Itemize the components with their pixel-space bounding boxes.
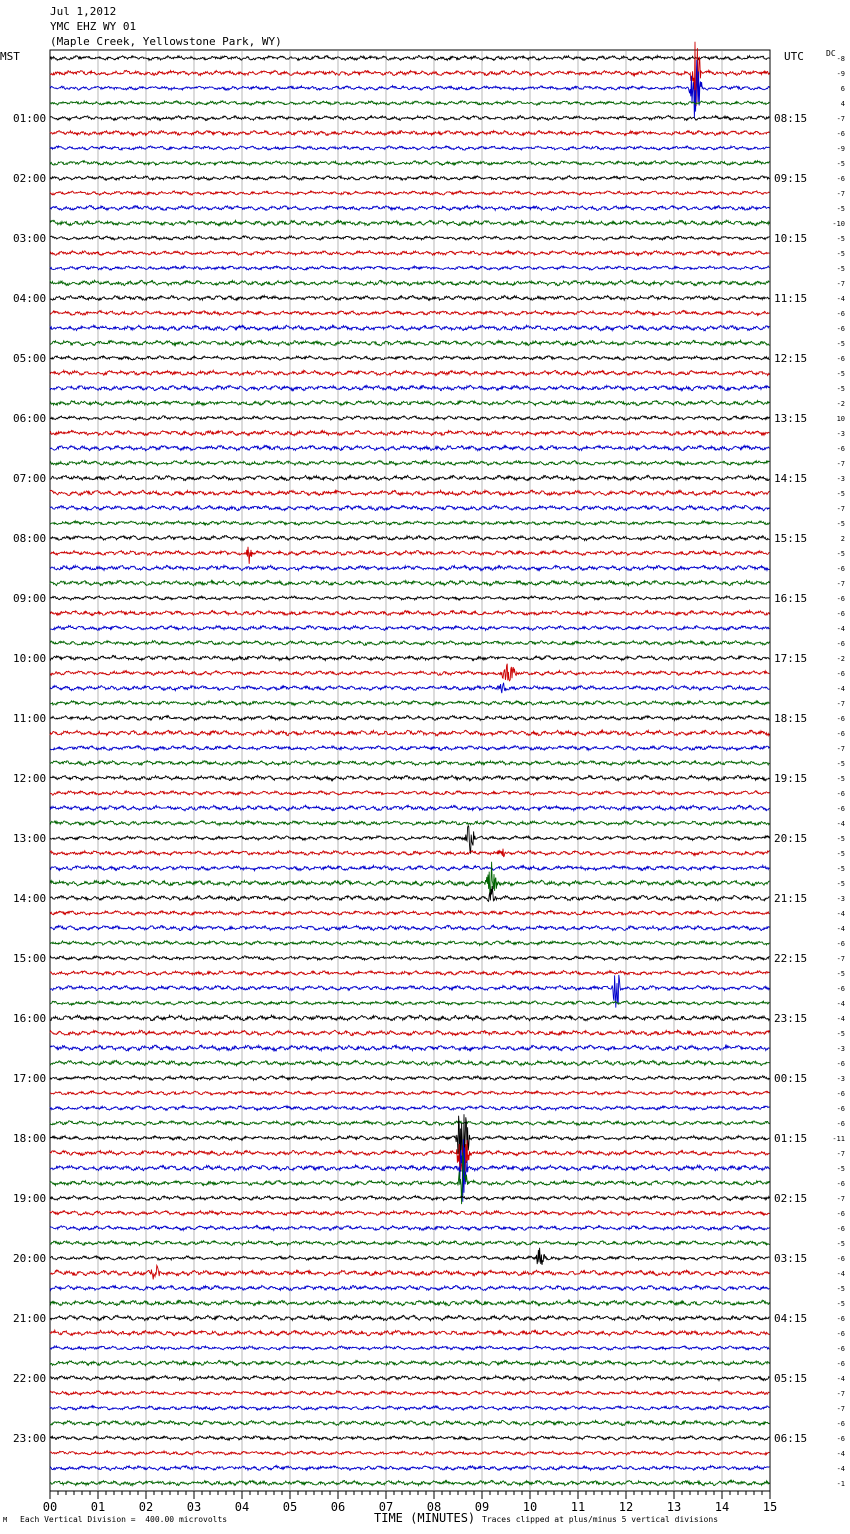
mst-hour-label: 04:00	[13, 292, 47, 305]
trace-59	[50, 925, 769, 930]
dc-offset-value: 4	[840, 100, 845, 108]
trace-92	[50, 1421, 769, 1426]
dc-offset-value: -3	[836, 430, 845, 438]
utc-hour-label: 06:15	[774, 1432, 808, 1445]
dc-offset-value: -5	[836, 340, 845, 348]
trace-90	[50, 1391, 769, 1395]
trace-72	[50, 1121, 769, 1126]
dc-offset-value: -5	[836, 865, 845, 873]
utc-hour-label: 14:15	[774, 472, 808, 485]
trace-64	[50, 1001, 769, 1005]
trace-39	[50, 626, 769, 631]
dc-offset-value: -2	[836, 400, 845, 408]
mst-hour-label: 03:00	[13, 232, 47, 245]
trace-67	[50, 1045, 769, 1051]
trace-75	[50, 1139, 769, 1202]
trace-49	[50, 775, 769, 780]
dc-offset-value: -6	[836, 1210, 845, 1218]
utc-hour-label: 23:15	[774, 1012, 808, 1025]
utc-hour-label: 19:15	[774, 772, 808, 785]
x-tick-label: 07	[378, 1500, 394, 1514]
dc-offset-value: -4	[836, 1270, 845, 1278]
dc-offset-value: -7	[836, 115, 845, 123]
trace-40	[50, 641, 769, 646]
mst-hour-label: 02:00	[13, 172, 47, 185]
dc-offset-value: 2	[840, 535, 845, 543]
dc-offset-value: -4	[836, 1450, 845, 1458]
mst-hour-label: 07:00	[13, 472, 47, 485]
dc-offset-value: -7	[836, 700, 845, 708]
trace-43	[50, 683, 769, 693]
trace-16	[50, 280, 769, 286]
trace-83	[50, 1285, 769, 1290]
dc-offset-value: -6	[836, 1315, 845, 1323]
dc-offset-value: -3	[836, 895, 845, 903]
right-axis-label: UTC	[784, 50, 804, 63]
trace-32	[50, 521, 769, 525]
mst-hour-label: 22:00	[13, 1372, 47, 1385]
x-tick-label: 08	[426, 1500, 442, 1514]
trace-33	[50, 535, 769, 540]
dc-offset-value: -7	[836, 1390, 845, 1398]
x-tick-label: 14	[714, 1500, 730, 1514]
trace-15	[50, 266, 769, 270]
trace-66	[50, 1030, 769, 1035]
mst-hour-label: 05:00	[13, 352, 47, 365]
trace-13	[50, 236, 769, 240]
dc-offset-value: -4	[836, 925, 845, 933]
x-tick-label: 04	[234, 1500, 250, 1514]
dc-offset-label: DC	[826, 49, 836, 58]
utc-hour-label: 09:15	[774, 172, 808, 185]
trace-20	[50, 340, 769, 345]
dc-offset-value: -5	[836, 550, 845, 558]
trace-95	[50, 1466, 769, 1471]
dc-offset-value: -6	[836, 985, 845, 993]
dc-offset-value: -6	[836, 805, 845, 813]
trace-85	[50, 1315, 769, 1321]
dc-offset-value: -6	[836, 1360, 845, 1368]
mst-hour-label: 21:00	[13, 1312, 47, 1325]
trace-45	[50, 716, 769, 721]
dc-offset-value: -4	[836, 1015, 845, 1023]
dc-offset-value: -5	[836, 205, 845, 213]
x-tick-label: 01	[90, 1500, 106, 1514]
utc-hour-label: 02:15	[774, 1192, 808, 1205]
trace-53	[50, 826, 769, 854]
dc-offset-value: -7	[836, 955, 845, 963]
dc-offset-value: -5	[836, 250, 845, 258]
dc-offset-value: -6	[836, 130, 845, 138]
utc-hour-label: 22:15	[774, 952, 808, 965]
dc-offset-value: -5	[836, 1240, 845, 1248]
dc-offset-value: -5	[836, 880, 845, 888]
trace-70	[50, 1091, 769, 1095]
utc-hour-label: 13:15	[774, 412, 808, 425]
utc-hour-label: 21:15	[774, 892, 808, 905]
dc-offset-value: -7	[836, 745, 845, 753]
trace-5	[50, 116, 769, 121]
mst-hour-label: 14:00	[13, 892, 47, 905]
left-axis-label: MST	[0, 50, 20, 63]
trace-76	[50, 1153, 769, 1205]
x-tick-label: 10	[522, 1500, 538, 1514]
trace-71	[50, 1106, 769, 1111]
mst-hour-label: 16:00	[13, 1012, 47, 1025]
dc-offset-value: -6	[836, 730, 845, 738]
dc-offset-value: -5	[836, 385, 845, 393]
trace-78	[50, 1211, 769, 1216]
dc-offset-value: -7	[836, 505, 845, 513]
dc-offset-value: -6	[836, 1345, 845, 1353]
trace-28	[50, 461, 769, 466]
dc-offset-value: -7	[836, 1195, 845, 1203]
dc-offset-value: 10	[836, 415, 845, 423]
dc-offset-value: -7	[836, 190, 845, 198]
x-tick-label: 12	[618, 1500, 634, 1514]
trace-58	[50, 911, 769, 916]
dc-offset-value: -6	[836, 175, 845, 183]
trace-30	[50, 490, 769, 496]
dc-offset-value: -5	[836, 835, 845, 843]
x-tick-label: 11	[570, 1500, 586, 1514]
trace-3	[50, 60, 769, 119]
dc-offset-value: -3	[836, 475, 845, 483]
dc-offset-value: -9	[836, 70, 845, 78]
trace-42	[50, 664, 769, 681]
mst-hour-label: 23:00	[13, 1432, 47, 1445]
trace-51	[50, 805, 769, 811]
dc-offset-value: -6	[836, 310, 845, 318]
trace-91	[50, 1406, 769, 1410]
trace-52	[50, 821, 769, 826]
dc-offset-value: -6	[836, 1255, 845, 1263]
dc-offset-value: -7	[836, 280, 845, 288]
dc-offset-value: -4	[836, 1000, 845, 1008]
trace-14	[50, 251, 769, 256]
trace-60	[50, 941, 769, 946]
dc-offset-value: -4	[836, 820, 845, 828]
scale-note: Each Vertical Division = 400.00 microvolts	[20, 1515, 228, 1524]
trace-74	[50, 1140, 769, 1187]
dc-offset-value: -6	[836, 1060, 845, 1068]
dc-offset-value: -5	[836, 1030, 845, 1038]
trace-47	[50, 746, 769, 751]
mst-hour-label: 19:00	[13, 1192, 47, 1205]
dc-offset-value: -5	[836, 850, 845, 858]
dc-offset-value: -5	[836, 775, 845, 783]
dc-offset-value: -5	[836, 520, 845, 528]
dc-offset-value: -7	[836, 1150, 845, 1158]
x-tick-label: 05	[282, 1500, 298, 1514]
utc-hour-label: 08:15	[774, 112, 808, 125]
dc-offset-value: -6	[836, 790, 845, 798]
utc-hour-label: 20:15	[774, 832, 808, 845]
trace-21	[50, 356, 769, 361]
dc-offset-value: -6	[836, 1225, 845, 1233]
x-axis-title: TIME (MINUTES)	[374, 1511, 476, 1525]
trace-25	[50, 416, 769, 420]
recording-date: Jul 1,2012	[50, 5, 117, 18]
dc-offset-value: -1	[836, 1480, 845, 1488]
dc-offset-value: -6	[836, 445, 845, 453]
trace-69	[50, 1076, 769, 1081]
trace-48	[50, 760, 769, 765]
dc-offset-value: -5	[836, 1165, 845, 1173]
dc-offset-value: -6	[836, 1120, 845, 1128]
trace-81	[50, 1248, 769, 1265]
station-code: YMC EHZ WY 01	[50, 20, 137, 33]
mst-hour-label: 17:00	[13, 1072, 47, 1085]
trace-89	[50, 1376, 769, 1381]
dc-offset-value: -8	[836, 55, 845, 63]
x-tick-label: 00	[42, 1500, 58, 1514]
utc-hour-label: 01:15	[774, 1132, 808, 1145]
trace-62	[50, 971, 769, 976]
x-tick-label: 06	[330, 1500, 346, 1514]
dc-offset-value: -6	[836, 1090, 845, 1098]
dc-offset-value: -6	[836, 325, 845, 333]
mst-hour-label: 09:00	[13, 592, 47, 605]
trace-6	[50, 131, 769, 136]
trace-77	[50, 1196, 769, 1201]
dc-offset-value: -5	[836, 370, 845, 378]
station-location: (Maple Creek, Yellowstone Park, WY)	[50, 35, 282, 48]
trace-61	[50, 956, 769, 961]
mst-hour-label: 06:00	[13, 412, 47, 425]
mst-hour-label: 12:00	[13, 772, 47, 785]
dc-offset-value: -5	[836, 970, 845, 978]
mst-hour-label: 01:00	[13, 112, 47, 125]
dc-offset-value: -6	[836, 1105, 845, 1113]
utc-hour-label: 17:15	[774, 652, 808, 665]
dc-offset-value: -9	[836, 145, 845, 153]
dc-offset-value: -4	[836, 625, 845, 633]
dc-offset-value: -7	[836, 580, 845, 588]
trace-7	[50, 146, 769, 150]
trace-36	[50, 580, 769, 585]
dc-offset-value: -6	[836, 610, 845, 618]
trace-44	[50, 701, 769, 706]
trace-35	[50, 565, 769, 570]
plot-frame	[50, 50, 770, 1491]
dc-offset-value: -6	[836, 355, 845, 363]
trace-88	[50, 1361, 769, 1366]
utc-hour-label: 15:15	[774, 532, 808, 545]
trace-8	[50, 161, 769, 166]
trace-54	[50, 849, 769, 857]
dc-offset-value: -6	[836, 1420, 845, 1428]
utc-hour-label: 12:15	[774, 352, 808, 365]
trace-4	[50, 101, 769, 105]
dc-offset-value: -10	[832, 220, 845, 228]
x-tick-label: 13	[666, 1500, 682, 1514]
trace-96	[50, 1480, 769, 1485]
trace-55	[50, 866, 769, 871]
utc-hour-label: 00:15	[774, 1072, 808, 1085]
dc-offset-value: -7	[836, 460, 845, 468]
mst-hour-label: 13:00	[13, 832, 47, 845]
utc-hour-label: 05:15	[774, 1372, 808, 1385]
x-tick-label: 03	[186, 1500, 202, 1514]
clip-note: Traces clipped at plus/minus 5 vertical divisions	[482, 1515, 719, 1524]
x-tick-label: 02	[138, 1500, 154, 1514]
mst-hour-label: 10:00	[13, 652, 47, 665]
trace-86	[50, 1330, 769, 1336]
utc-hour-label: 03:15	[774, 1252, 808, 1265]
trace-57	[50, 886, 769, 901]
dc-offset-value: -3	[836, 1075, 845, 1083]
trace-41	[50, 656, 769, 661]
dc-offset-value: -5	[836, 1300, 845, 1308]
dc-offset-value: -6	[836, 670, 845, 678]
trace-38	[50, 611, 769, 616]
trace-23	[50, 385, 769, 390]
trace-79	[50, 1226, 769, 1231]
dc-offset-value: -4	[836, 910, 845, 918]
trace-50	[50, 791, 769, 795]
trace-27	[50, 445, 769, 450]
trace-12	[50, 220, 769, 226]
trace-94	[50, 1451, 769, 1455]
utc-hour-label: 18:15	[774, 712, 808, 725]
dc-offset-value: -6	[836, 565, 845, 573]
dc-offset-value: -6	[836, 595, 845, 603]
dc-offset-value: -6	[836, 1180, 845, 1188]
trace-34	[50, 547, 769, 564]
dc-offset-value: -4	[836, 1465, 845, 1473]
trace-11	[50, 205, 769, 210]
dc-offset-value: -5	[836, 760, 845, 768]
trace-93	[50, 1436, 769, 1440]
trace-84	[50, 1300, 769, 1305]
dc-offset-value: -6	[836, 1330, 845, 1338]
dc-offset-value: -5	[836, 235, 845, 243]
corner-mark: M	[3, 1516, 8, 1524]
trace-65	[50, 1015, 769, 1020]
dc-offset-value: -2	[836, 655, 845, 663]
mst-hour-label: 08:00	[13, 532, 47, 545]
mst-hour-label: 15:00	[13, 952, 47, 965]
mst-hour-label: 18:00	[13, 1132, 47, 1145]
trace-82	[50, 1265, 769, 1279]
trace-31	[50, 505, 769, 510]
trace-2	[50, 42, 769, 107]
dc-offset-value: -5	[836, 490, 845, 498]
trace-10	[50, 191, 769, 195]
trace-19	[50, 325, 769, 331]
utc-hour-label: 04:15	[774, 1312, 808, 1325]
dc-offset-value: -4	[836, 685, 845, 693]
mst-hour-label: 20:00	[13, 1252, 47, 1265]
trace-29	[50, 475, 769, 480]
dc-offset-value: -5	[836, 1285, 845, 1293]
dc-offset-value: -5	[836, 160, 845, 168]
trace-18	[50, 311, 769, 316]
x-tick-label: 09	[474, 1500, 490, 1514]
dc-offset-value: -3	[836, 1045, 845, 1053]
dc-offset-value: -7	[836, 1405, 845, 1413]
dc-offset-value: -4	[836, 295, 845, 303]
dc-offset-value: -4	[836, 1375, 845, 1383]
dc-offset-value: -6	[836, 940, 845, 948]
trace-22	[50, 370, 769, 376]
utc-hour-label: 11:15	[774, 292, 808, 305]
dc-offset-value: 6	[840, 85, 845, 93]
trace-17	[50, 296, 769, 301]
dc-offset-value: -5	[836, 265, 845, 273]
dc-offset-value: -6	[836, 640, 845, 648]
dc-offset-value: -6	[836, 715, 845, 723]
utc-hour-label: 10:15	[774, 232, 808, 245]
trace-9	[50, 176, 769, 181]
trace-26	[50, 430, 769, 435]
dc-offset-value: -11	[832, 1135, 845, 1143]
utc-hour-label: 16:15	[774, 592, 808, 605]
trace-46	[50, 730, 769, 736]
trace-1	[50, 56, 769, 61]
trace-87	[50, 1346, 769, 1350]
trace-37	[50, 596, 769, 600]
trace-80	[50, 1241, 769, 1246]
dc-offset-value: -6	[836, 1435, 845, 1443]
trace-24	[50, 401, 769, 406]
trace-68	[50, 1060, 769, 1065]
mst-hour-label: 11:00	[13, 712, 47, 725]
x-tick-label: 15	[762, 1500, 778, 1514]
